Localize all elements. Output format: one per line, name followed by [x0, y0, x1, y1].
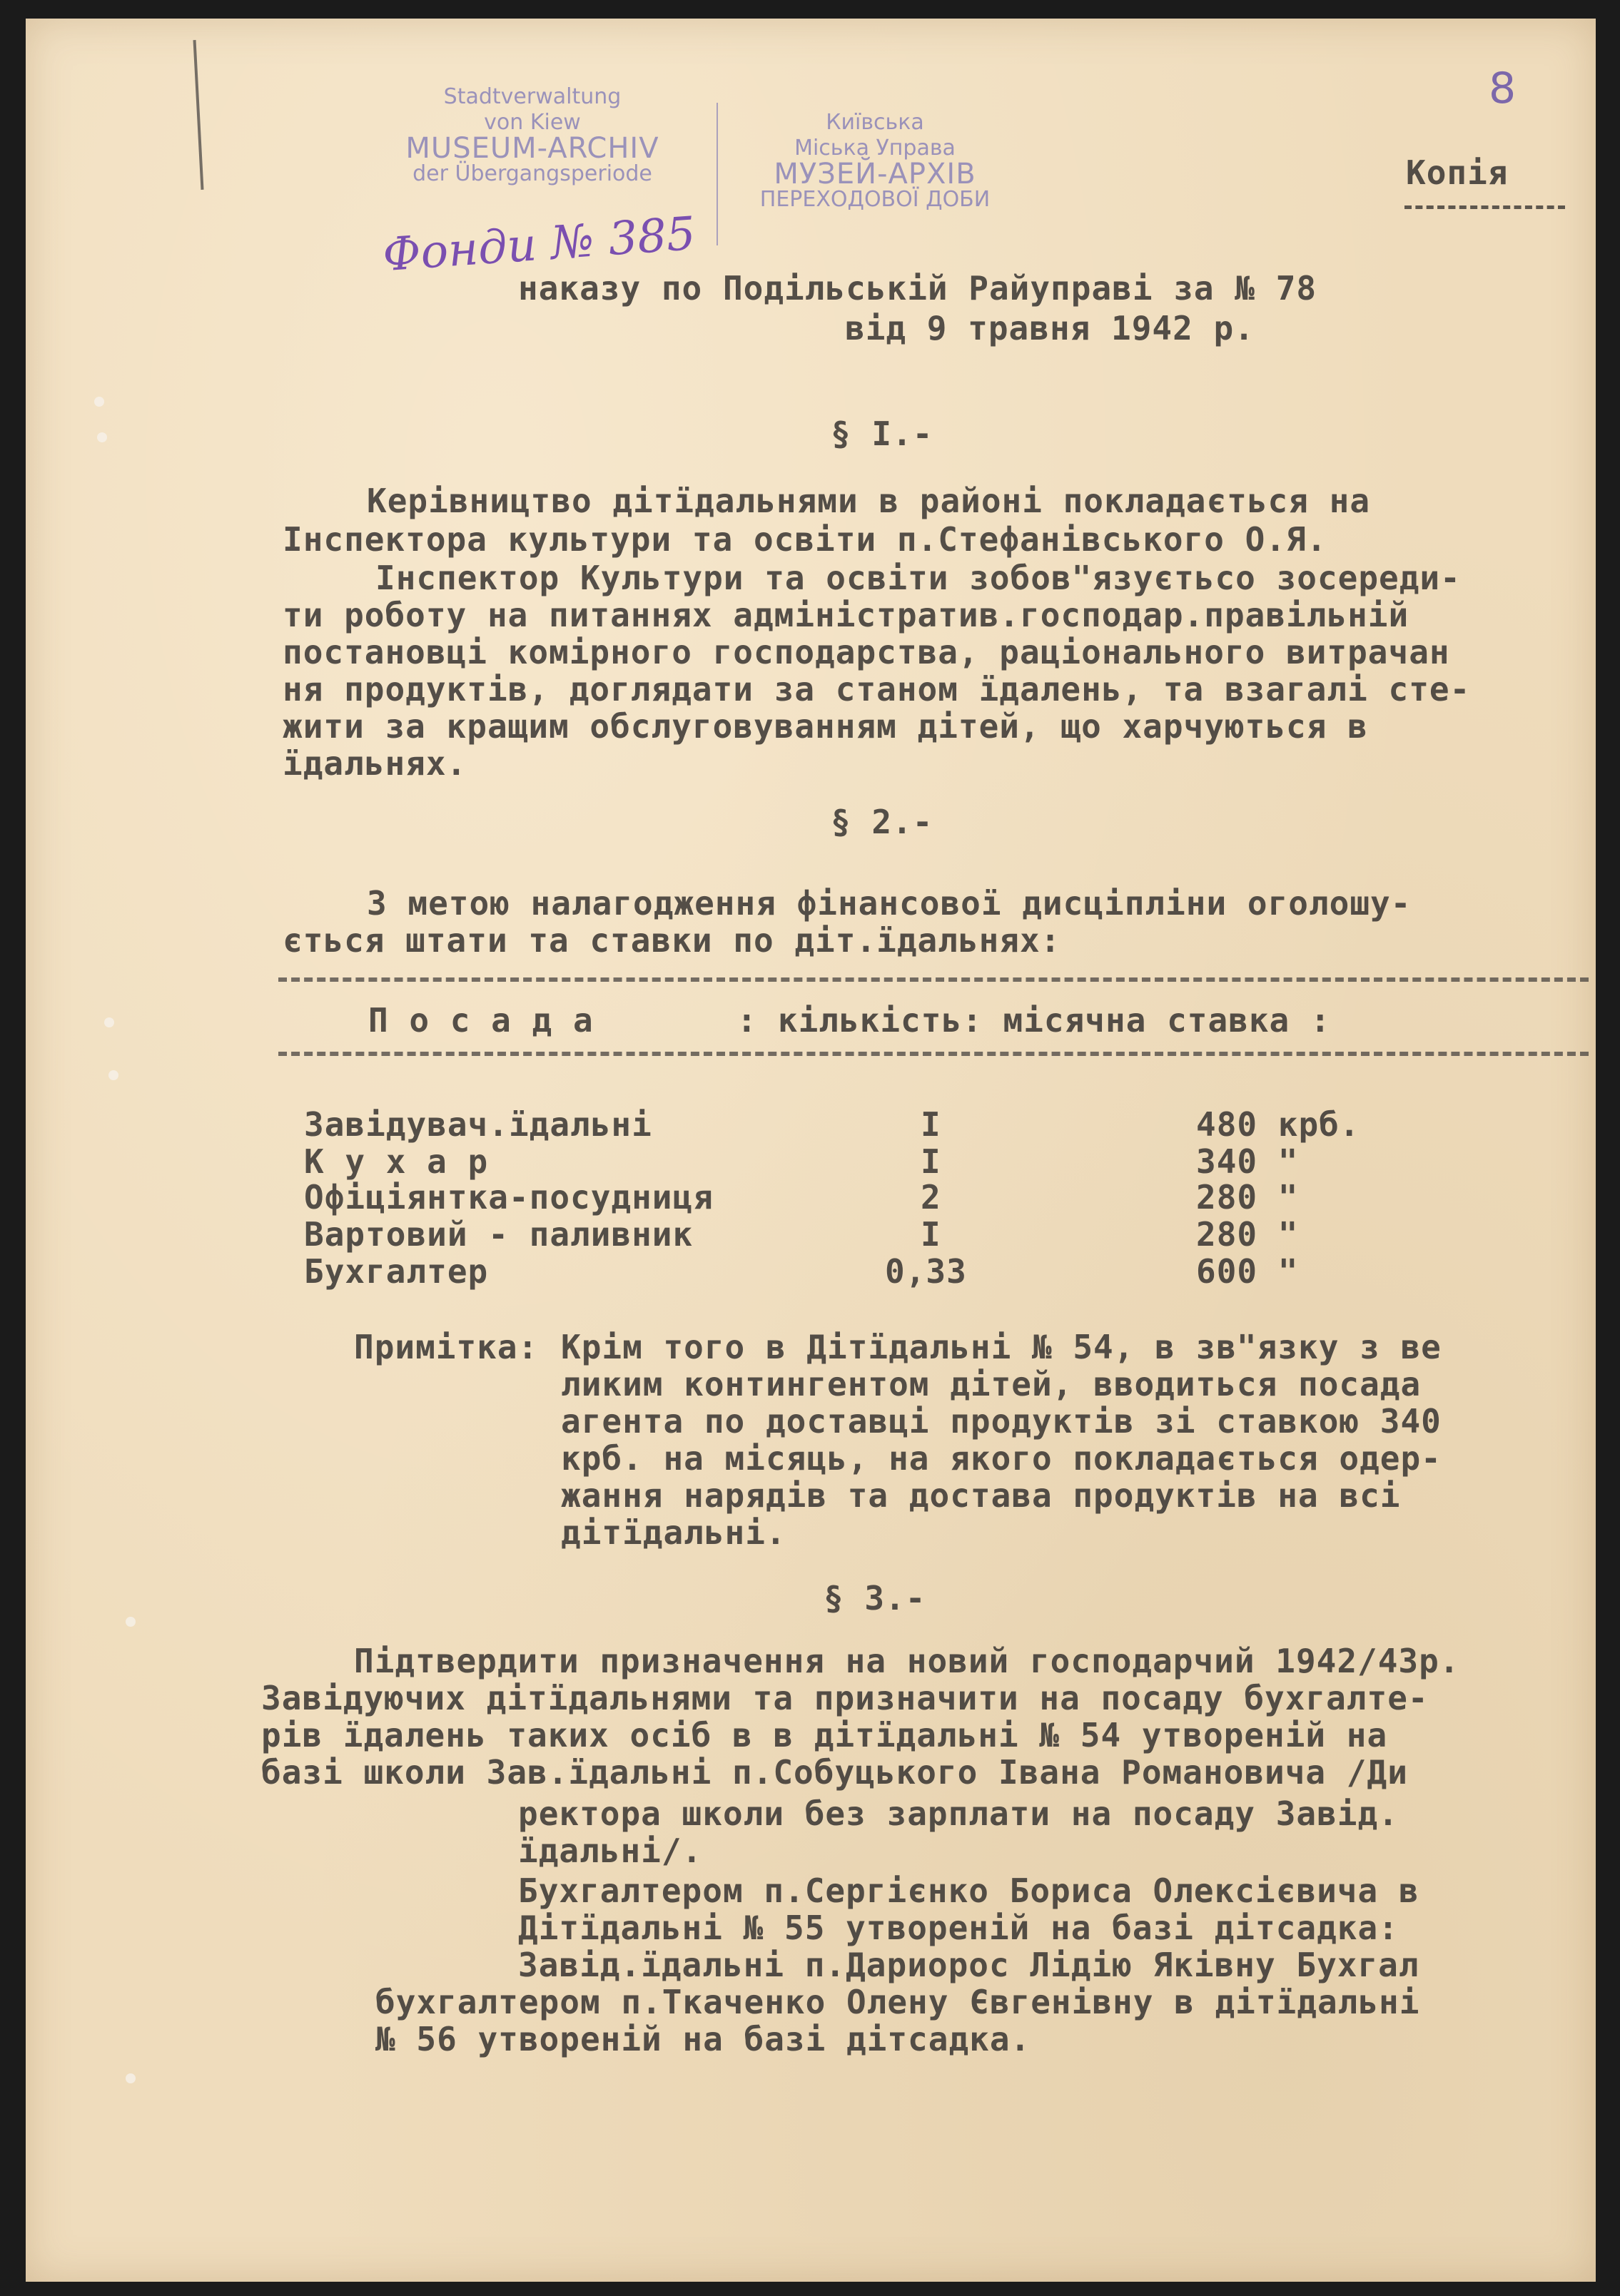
stamp-left-line2: von Kiew — [484, 110, 581, 135]
section1-line: ня продуктів, доглядати за станом їдалень, та взагалі сте- — [283, 670, 1471, 708]
table-header: П о с а д а : кількість: місячна ставка : — [368, 1001, 1331, 1040]
section3-heading: § 3.- — [824, 1579, 926, 1617]
table-cell-position: Бухгалтер — [304, 1252, 489, 1291]
section1-line: їдальнях. — [283, 744, 467, 783]
note-line: дітїдальні. — [561, 1513, 786, 1552]
section1-line: Інспектор Культури та освіти зобов"язуєтьсо зосереди- — [375, 559, 1461, 597]
section3-indent-line: Дітїдальні № 55 утвореній на базі дітсадка: — [518, 1909, 1399, 1947]
copy-label: Копія — [1406, 153, 1509, 192]
table-cell-rate: 600 " — [1196, 1252, 1299, 1291]
table-cell-position: Офіціянтка-посудниця — [304, 1178, 714, 1216]
paper-speck — [126, 1617, 136, 1627]
archive-stamp-german — [368, 84, 697, 187]
table-cell-rate: 340 " — [1196, 1142, 1299, 1181]
section1-line: постановці комірного господарства, раціонального витрачан — [283, 633, 1450, 671]
table-cell-rate: 280 " — [1196, 1215, 1299, 1254]
stamp-right-line1: Київська — [826, 110, 924, 135]
table-cell-rate: 480 крб. — [1196, 1105, 1360, 1144]
table-cell-count: 0,33 — [885, 1252, 967, 1291]
table-cell-position: Вартовий - паливник — [304, 1215, 694, 1254]
stamp-right-line2: Міська Управа — [794, 136, 956, 161]
paper-speck — [97, 432, 107, 442]
table-cell-position: Завідувач.їдальні — [304, 1105, 652, 1144]
stamp-left-line3: MUSEUM-ARCHIV — [405, 132, 659, 165]
section3-indent-line: їдальні/. — [518, 1832, 703, 1870]
pencil-mark — [193, 40, 204, 190]
section3-line: Підтвердити призначення на новий господарчий 1942/43р. — [354, 1642, 1460, 1680]
section3-line: рів їдалень таких осіб в в дітїдальні № 54 утвореній на — [261, 1716, 1388, 1754]
table-cell-count: I — [921, 1215, 941, 1254]
order-date: від 9 травня 1942 р. — [845, 309, 1255, 347]
fond-note: Фонди № 385 — [380, 207, 698, 283]
note-line: Крім того в Дітїдальні № 54, в зв"язку з ве — [561, 1328, 1442, 1366]
note-line: крб. на місяць, на якого покладається одер- — [561, 1439, 1442, 1478]
paper-speck — [104, 1017, 114, 1027]
section1-line: жити за кращим обслуговуванням дітей, що харчуються в — [283, 707, 1368, 746]
section3-line: базі школи Зав.їдальні п.Собуцького Івана Романовича /Ди — [261, 1753, 1408, 1792]
section2-heading: § 2.- — [831, 803, 933, 841]
section1-line: Інспектора культури та освіти п.Стефанівського О.Я. — [283, 520, 1327, 559]
table-cell-count: 2 — [921, 1178, 941, 1216]
section2-line: ється штати та ставки по діт.їдальнях: — [283, 921, 1061, 960]
stamp-right-line4: ПЕРЕХОДОВОЇ ДОБИ — [759, 187, 991, 212]
section2-line: З метою налагодження фінансової дисціпліни оголошу- — [367, 884, 1412, 923]
table-cell-count: I — [921, 1105, 941, 1144]
archive-stamp-ukrainian — [711, 110, 1039, 213]
table-cell-position: К у х а р — [304, 1142, 489, 1181]
order-title: наказу по Подільській Райуправі за № 78 — [518, 269, 1317, 308]
page-number: 8 — [1489, 64, 1517, 113]
table-top-rule — [278, 977, 1589, 982]
section3-indent-line: Завід.їдальні п.Дариорос Лідію Яківну Бухгал — [518, 1946, 1419, 1984]
note-line: жання нарядів та достава продуктів на всі — [561, 1476, 1401, 1515]
stamp-left-line1: Stadtverwaltung — [443, 84, 622, 109]
section3-line: Завідуючих дітїдальнями та призначити на посаду бухгалте- — [261, 1679, 1429, 1717]
section3-indent-line: ректора школи без зарплати на посаду Завід. — [518, 1794, 1399, 1833]
copy-underline — [1404, 205, 1565, 209]
section1-line: ти роботу на питаннях адміністратив.господар.правільній — [283, 596, 1409, 634]
note-label: Примітка: — [354, 1328, 539, 1366]
stamp-right-line3: МУЗЕЙ-АРХІВ — [774, 158, 976, 191]
note-line: ликим контингентом дітей, вводиться посада — [561, 1365, 1422, 1403]
table-header-rule — [278, 1052, 1589, 1056]
section1-line: Керівництво дітїдальнями в районі покладається на — [367, 482, 1371, 520]
document-page — [26, 19, 1596, 2282]
section3-final-line: бухгалтером п.Ткаченко Олену Євгенівну в дітїдальні — [375, 1983, 1420, 2021]
paper-speck — [108, 1070, 118, 1080]
paper-speck — [94, 397, 104, 407]
section3-final-line: № 56 утвореній на базі дітсадка. — [375, 2020, 1031, 2058]
note-line: агента по доставці продуктів зі ставкою 340 — [561, 1402, 1442, 1441]
stamp-left-line4: der Übergangsperiode — [412, 161, 652, 186]
paper-speck — [126, 2073, 136, 2083]
section3-indent-line: Бухгалтером п.Сергієнко Бориса Олексієвича в — [518, 1871, 1419, 1910]
section1-heading: § I.- — [831, 415, 933, 453]
table-cell-rate: 280 " — [1196, 1178, 1299, 1216]
table-cell-count: I — [921, 1142, 941, 1181]
